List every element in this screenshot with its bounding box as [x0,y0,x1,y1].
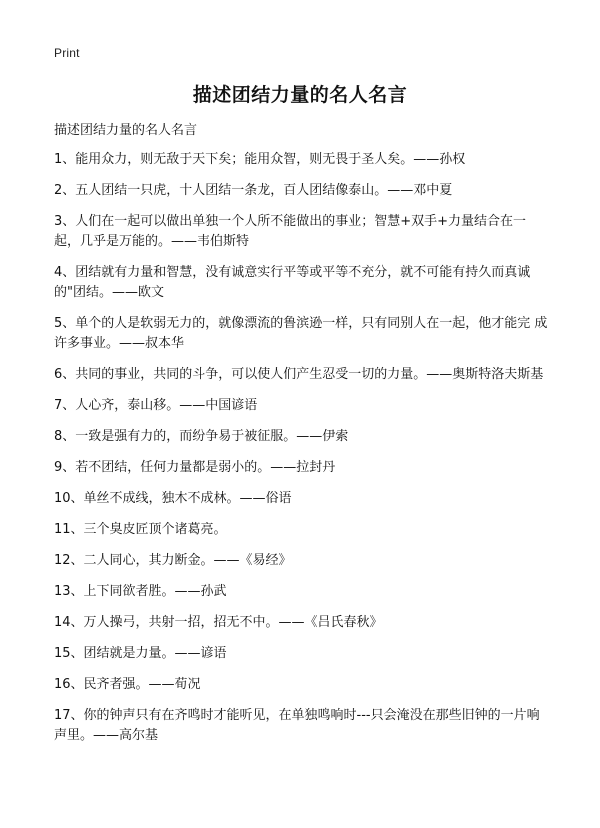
document-subtitle: 描述团结力量的名人名言 [54,123,198,138]
quote-item: 16、民齐者强。——荀况 [54,677,201,692]
quote-item: 14、万人操弓，共射一招，招无不中。——《吕氏春秋》 [54,615,383,630]
quote-item: 13、上下同欲者胜。——孙武 [54,584,227,599]
quote-item: 2、五人团结一只虎，十人团结一条龙，百人团结像泰山。——邓中夏 [54,183,453,198]
quote-list [54,150,548,757]
quote-item: 3、人们在一起可以做出单独一个人所不能做出的事业；智慧+双手+力量结合在一起，几乎是万能的。——韦伯斯特 [54,214,527,249]
quote-item: 6、共同的事业，共同的斗争，可以使人们产生忍受一切的力量。——奥斯特洛夫斯基 [54,367,544,382]
quote-item: 15、团结就是力量。——谚语 [54,646,227,661]
quote-item: 8、一致是强有力的，而纷争易于被征服。——伊索 [54,429,349,444]
quote-item: 17、你的钟声只有在齐鸣时才能听见，在单独鸣响时---只会淹没在那些旧钟的一片响声里。——高尔基 [54,708,540,743]
page-title: 描述团结力量的名人名言 [192,84,408,106]
quote-item: 11、三个臭皮匠顶个诸葛亮。 [54,522,227,537]
quote-item: 1、能用众力，则无敌于天下矣；能用众智，则无畏于圣人矣。——孙权 [54,152,466,167]
quote-item: 7、人心齐，泰山移。——中国谚语 [54,398,258,413]
quote-item: 10、单丝不成线，独木不成林。——俗语 [54,491,292,506]
quote-item: 4、团结就有力量和智慧，没有诚意实行平等或平等不充分，就不可能有持久而真诚 的"团结。——欧文 [54,265,531,300]
quote-item: 5、单个的人是软弱无力的，就像漂流的鲁滨逊一样，只有同别人在一起，他才能完 成许多事业。——叔本华 [54,316,548,351]
quote-item: 9、若不团结，任何力量都是弱小的。——拉封丹 [54,460,336,475]
print-label: Print [54,46,80,60]
quote-item: 12、二人同心，其力断金。——《易经》 [54,553,292,568]
